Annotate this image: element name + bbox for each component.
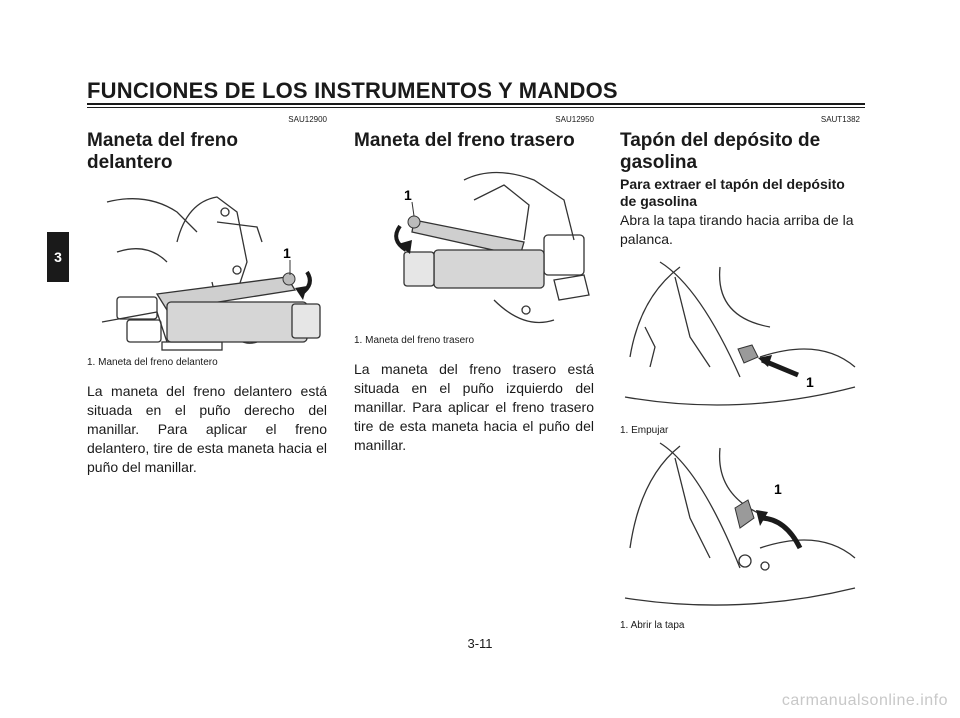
figure-callout: 1 [404, 187, 412, 203]
section-code: SAUT1382 [820, 115, 860, 124]
watermark: carmanualsonline.info [781, 692, 948, 709]
section-title: Tapón del depósito de gasolina [620, 130, 821, 173]
figure-caption: 1. Abrir la tapa [620, 620, 685, 631]
body-text: La maneta del freno trasero está situada en el puño izquierdo del manillar. Para aplicar el freno trasero tire de esta maneta hacia el puño del manillar. [354, 361, 594, 453]
section-code: SAU12950 [555, 115, 594, 124]
column-front-brake [87, 115, 327, 477]
figure-caption: 1. Maneta del freno trasero [354, 335, 475, 346]
body-text: Abra la tapa tirando hacia arriba de la palanca. [620, 212, 854, 247]
section-code: SAU12900 [288, 115, 327, 124]
front-brake-illustration [87, 182, 327, 352]
column-rear-brake [354, 115, 594, 455]
chapter-tab: 3 [47, 232, 69, 282]
header-rule [87, 103, 865, 105]
rear-brake-illustration [354, 160, 594, 330]
figure-caption: 1. Empujar [620, 425, 669, 436]
figure-callout: 1 [774, 481, 782, 497]
section-title: Maneta del freno delantero [87, 130, 238, 173]
page-number: 3-11 [467, 636, 493, 651]
column-fuel-cap [620, 115, 860, 631]
body-text: La maneta del freno delantero está situada en el puño derecho del manillar. Para aplicar el freno delantero, tire de esta maneta hacia el puño del manillar. [87, 383, 327, 475]
figure-callout: 1 [283, 245, 291, 261]
header-rule-thin [87, 107, 865, 108]
figure-caption: 1. Maneta del freno delantero [87, 357, 218, 368]
figure-callout: 1 [806, 374, 814, 390]
fuel-cap-open-illustration [620, 438, 860, 618]
section-subtitle: Para extraer el tapón del depósito de gasolina [620, 176, 845, 209]
fuel-cap-push-illustration [620, 257, 860, 422]
section-header: FUNCIONES DE LOS INSTRUMENTOS Y MANDOS [87, 78, 618, 103]
section-title: Maneta del freno trasero [354, 130, 575, 151]
